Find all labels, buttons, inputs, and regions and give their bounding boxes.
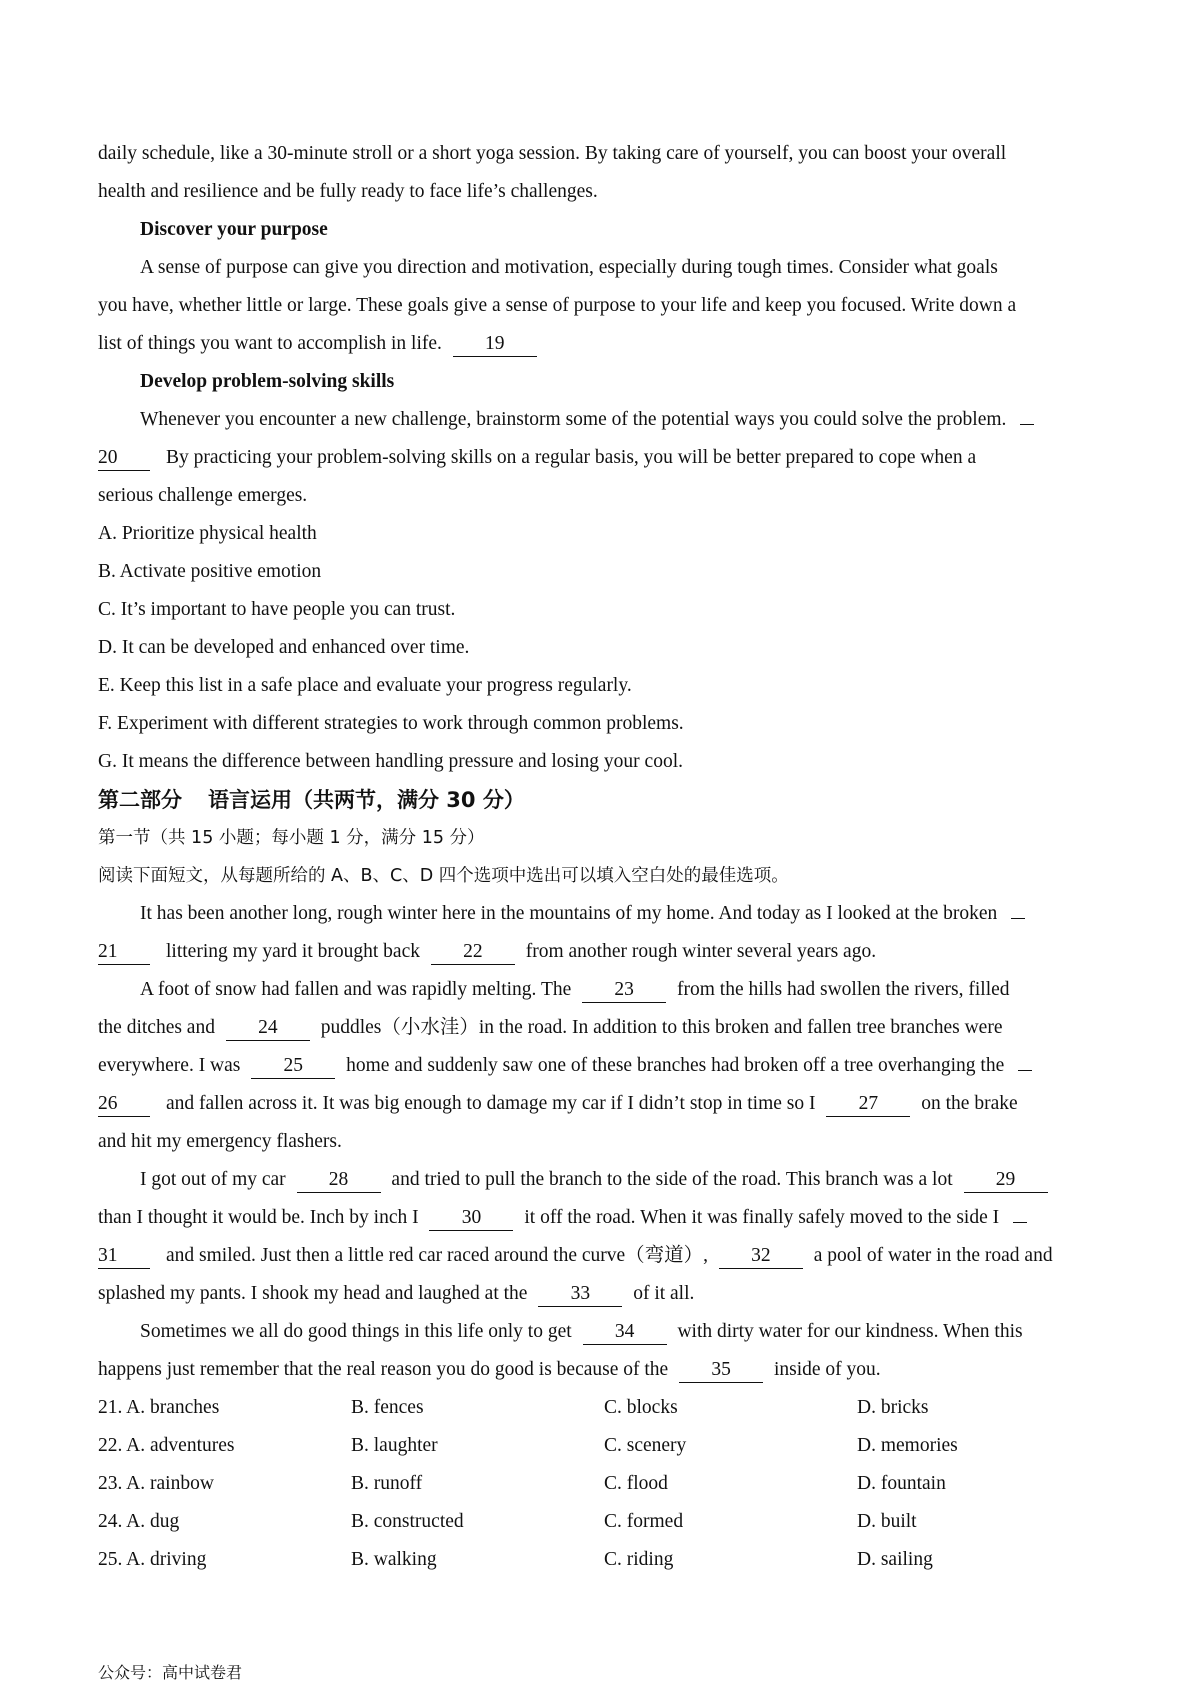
cloze-segment: Sometimes we all do good things in this life only to get xyxy=(140,1321,572,1342)
cloze-segment: inside of you. xyxy=(773,1359,881,1380)
blank-28: 28 xyxy=(297,1168,381,1193)
cloze-segment: littering my yard it brought back xyxy=(166,941,420,962)
cloze-segment: on the brake xyxy=(921,1093,1018,1114)
passage-text-segment: By practicing your problem-solving skills on a regular basis, you will be better prepared to cope when a xyxy=(166,447,977,468)
cloze-text xyxy=(98,1351,1110,1389)
blank-34: 34 xyxy=(583,1320,667,1345)
question-option: 23. A. rainbow xyxy=(98,1473,214,1494)
passage-text: daily schedule, like a 30-minute stroll or a short yoga session. By taking care of yourself, you can boost your overall xyxy=(98,143,1007,164)
question-option: 24. A. dug xyxy=(98,1511,180,1532)
blank-30: 30 xyxy=(429,1206,513,1231)
cloze-text xyxy=(98,1047,1110,1085)
option-f: F. Experiment with different strategies to work through common problems. xyxy=(98,713,684,734)
option-d: D. It can be developed and enhanced over time. xyxy=(98,637,470,658)
question-option: C. formed xyxy=(604,1511,684,1532)
cloze-segment: it off the road. When it was finally safely moved to the side I xyxy=(524,1207,1000,1228)
blank-24: 24 xyxy=(226,1016,310,1041)
cloze-segment: everywhere. I was xyxy=(98,1055,241,1076)
question-option: D. sailing xyxy=(857,1549,933,1570)
option-c: C. It’s important to have people you can trust. xyxy=(98,599,456,620)
cloze-text xyxy=(98,933,1110,971)
cloze-text xyxy=(98,1009,1110,1047)
cloze-segment: puddles（小水洼）in the road. In addition to this broken and fallen tree branches were xyxy=(320,1017,1003,1038)
blank-26: 26 xyxy=(98,1092,150,1117)
blank-31: 31 xyxy=(98,1244,150,1269)
option-e: E. Keep this list in a safe place and evaluate your progress regularly. xyxy=(98,675,632,696)
blank-27: 27 xyxy=(826,1092,910,1117)
cloze-text: and hit my emergency flashers. xyxy=(98,1131,342,1152)
passage-text: health and resilience and be fully ready to face life’s challenges. xyxy=(98,181,598,202)
question-row-21 xyxy=(98,1389,1110,1427)
cloze-segment: and smiled. Just then a little red car raced around the curve（弯道）, xyxy=(166,1245,709,1266)
question-option: C. riding xyxy=(604,1549,674,1570)
cloze-segment: splashed my pants. I shook my head and laughed at the xyxy=(98,1283,528,1304)
blank-25: 25 xyxy=(251,1054,335,1079)
option-b: B. Activate positive emotion xyxy=(98,561,322,582)
cloze-segment: a pool of water in the road and xyxy=(813,1245,1053,1266)
cloze-segment: home and suddenly saw one of these branches had broken off a tree overhanging the xyxy=(346,1055,1005,1076)
blank-19: 19 xyxy=(453,332,537,357)
passage-text: A sense of purpose can give you direction and motivation, especially during tough times. Consider what goals xyxy=(140,257,998,278)
question-option: D. memories xyxy=(857,1435,958,1456)
passage-text-segment: list of things you want to accomplish in life. xyxy=(98,333,442,354)
blank-21: 21 xyxy=(98,940,150,965)
cloze-segment: from the hills had swollen the rivers, filled xyxy=(677,979,1010,1000)
question-row-23 xyxy=(98,1465,1110,1503)
subheading-purpose: Discover your purpose xyxy=(140,219,328,240)
section-subtitle: 第一节（共 15 小题；每小题 1 分，满分 15 分） xyxy=(98,828,485,848)
question-option: 25. A. driving xyxy=(98,1549,207,1570)
blank-33: 33 xyxy=(538,1282,622,1307)
cloze-text xyxy=(98,1275,1110,1313)
question-option: C. flood xyxy=(604,1473,668,1494)
cloze-text xyxy=(98,1161,1110,1199)
question-row-22 xyxy=(98,1427,1110,1465)
question-row-24 xyxy=(98,1503,1110,1541)
passage-text: you have, whether little or large. These goals give a sense of purpose to your life and keep you focused. Write down a xyxy=(98,295,1017,316)
cloze-text xyxy=(98,1313,1110,1351)
passage-text-segment: Whenever you encounter a new challenge, brainstorm some of the potential ways you could solve the problem. xyxy=(140,409,1007,430)
passage-text xyxy=(98,439,1110,477)
cloze-segment: happens just remember that the real reason you do good is because of the xyxy=(98,1359,669,1380)
question-option: B. walking xyxy=(351,1549,437,1570)
blank-32: 32 xyxy=(719,1244,803,1269)
question-option: B. runoff xyxy=(351,1473,423,1494)
cloze-text xyxy=(98,895,1110,933)
cloze-segment: from another rough winter several years ago. xyxy=(525,941,877,962)
cloze-segment: of it all. xyxy=(633,1283,695,1304)
passage-text xyxy=(98,401,1110,439)
question-option: B. fences xyxy=(351,1397,424,1418)
blank-underline xyxy=(1020,424,1034,425)
question-option: D. bricks xyxy=(857,1397,929,1418)
footer-watermark: 公众号：高中试卷君 xyxy=(98,1663,243,1682)
question-option: B. constructed xyxy=(351,1511,464,1532)
question-option: D. built xyxy=(857,1511,917,1532)
cloze-segment: and fallen across it. It was big enough to damage my car if I didn’t stop in time so I xyxy=(166,1093,816,1114)
question-option: B. laughter xyxy=(351,1435,438,1456)
cloze-text xyxy=(98,1085,1110,1123)
question-option: C. blocks xyxy=(604,1397,678,1418)
cloze-segment: A foot of snow had fallen and was rapidly melting. The xyxy=(140,979,572,1000)
option-g: G. It means the difference between handling pressure and losing your cool. xyxy=(98,751,683,772)
cloze-segment: I got out of my car xyxy=(140,1169,286,1190)
part2-title xyxy=(98,781,1110,819)
cloze-text xyxy=(98,1237,1110,1275)
cloze-text xyxy=(98,1199,1110,1237)
part2-title-a: 第二部分 xyxy=(98,788,182,812)
cloze-segment: with dirty water for our kindness. When this xyxy=(677,1321,1023,1342)
subheading-problem: Develop problem-solving skills xyxy=(140,371,395,392)
blank-underline xyxy=(1013,1222,1027,1223)
blank-underline xyxy=(1018,1070,1032,1071)
instruction: 阅读下面短文，从每题所给的 A、B、C、D 四个选项中选出可以填入空白处的最佳选项。 xyxy=(98,866,789,886)
blank-22: 22 xyxy=(431,940,515,965)
blank-23: 23 xyxy=(582,978,666,1003)
question-option: D. fountain xyxy=(857,1473,946,1494)
blank-29: 29 xyxy=(964,1168,1048,1193)
cloze-segment: than I thought it would be. Inch by inch I xyxy=(98,1207,419,1228)
cloze-segment: and tried to pull the branch to the side of the road. This branch was a lot xyxy=(391,1169,953,1190)
cloze-segment: It has been another long, rough winter here in the mountains of my home. And today as I looked at the broken xyxy=(140,903,998,924)
question-option: C. scenery xyxy=(604,1435,687,1456)
question-option: 22. A. adventures xyxy=(98,1435,235,1456)
cloze-text xyxy=(98,971,1110,1009)
exam-page xyxy=(98,135,1110,1579)
blank-35: 35 xyxy=(679,1358,763,1383)
question-option: 21. A. branches xyxy=(98,1397,220,1418)
cloze-segment: the ditches and xyxy=(98,1017,215,1038)
blank-20: 20 xyxy=(98,446,150,471)
question-row-25 xyxy=(98,1541,1110,1579)
passage-text xyxy=(98,325,1110,363)
part2-title-b: 语言运用（共两节，满分 30 分） xyxy=(208,788,525,812)
option-a: A. Prioritize physical health xyxy=(98,523,317,544)
passage-text: serious challenge emerges. xyxy=(98,485,308,506)
blank-underline xyxy=(1011,918,1025,919)
